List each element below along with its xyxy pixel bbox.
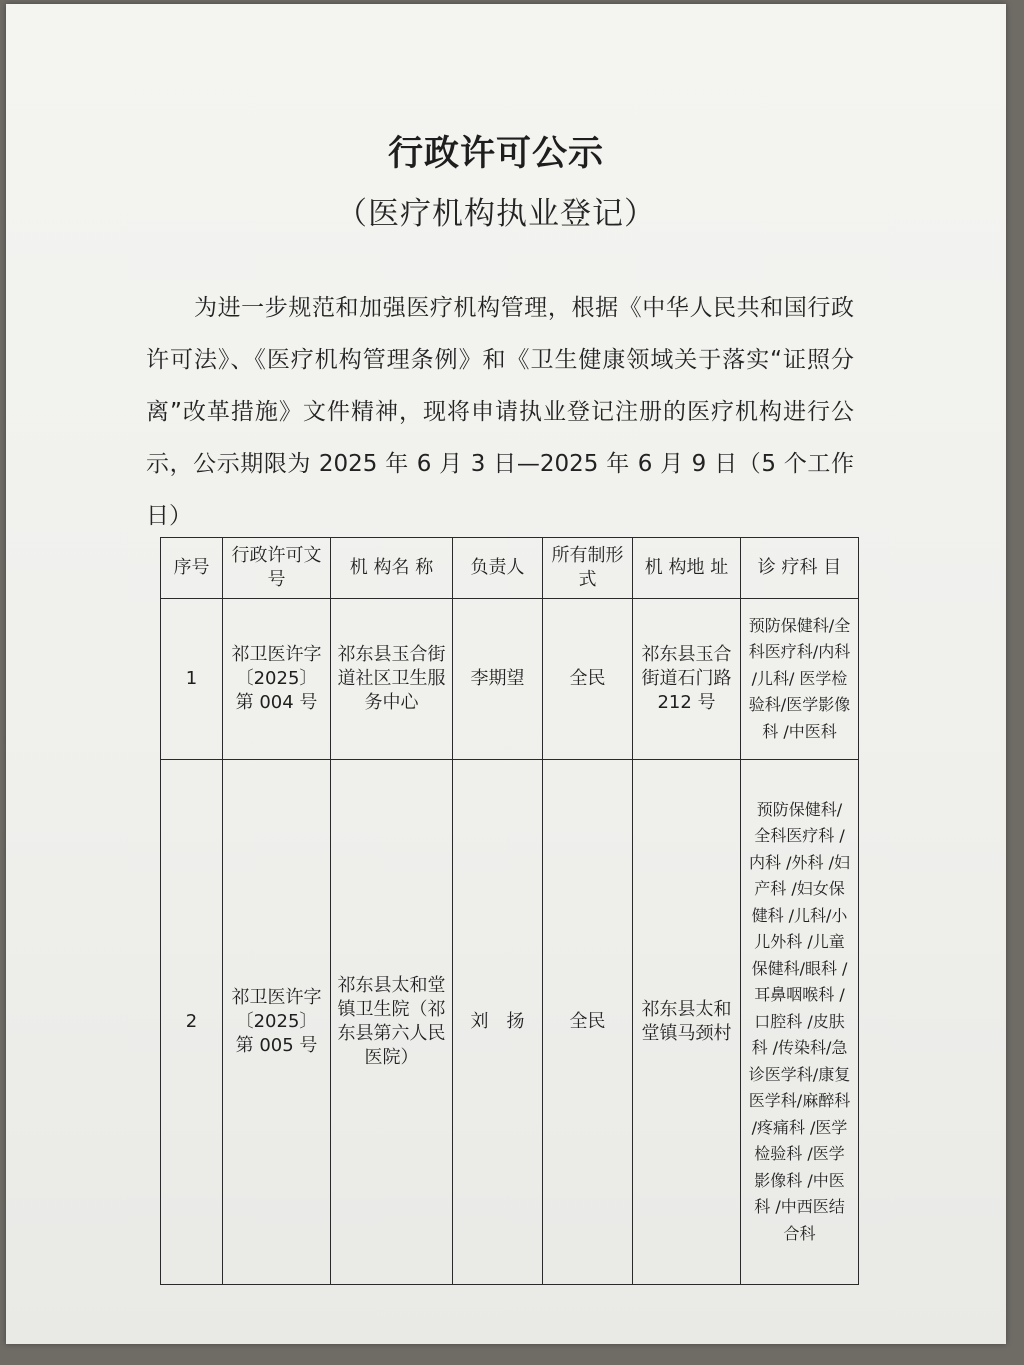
row-address: 祁东县玉合街道石门路 212 号 [633,599,741,760]
header-departments: 诊 疗科 目 [741,538,859,599]
row-departments: 预防保健科/全科医疗科/内科 /儿科/ 医学检验科/医学影像科 /中医科 [741,599,859,760]
row-ownership: 全民 [543,760,633,1285]
header-no: 序号 [161,538,223,599]
table-header-row [161,538,859,599]
page-title: 行政许可公示 [387,134,604,174]
table-row [161,599,859,760]
row-license: 祁卫医许字〔2025〕第 004 号 [223,599,331,760]
header-address: 机 构地 址 [633,538,741,599]
document-page [6,4,1006,1344]
row-person: 李期望 [453,599,543,760]
row-no: 1 [161,599,223,760]
row-no: 2 [161,760,223,1285]
row-address: 祁东县太和堂镇马颈村 [633,760,741,1285]
row-name: 祁东县玉合街道社区卫生服务中心 [331,599,453,760]
row-departments: 预防保健科/ 全科医疗科 /内科 /外科 /妇产科 /妇女保健科 /儿科/小儿外科 /儿童保健科/眼科 /耳鼻咽喉科 /口腔科 /皮肤科 /传染科/急诊医学科/康复医学科/麻醉科 /疼痛科 /医学检验科 /医学影像科 /中医科 /中西医结合科 [741,760,859,1285]
header-person: 负责人 [453,538,543,599]
row-license: 祁卫医许字〔2025〕第 005 号 [223,760,331,1285]
header-name: 机 构名 称 [331,538,453,599]
intro-paragraph: 为进一步规范和加强医疗机构管理，根据《中华人民共和国行政许可法》、《医疗机构管理条例》和《卫生健康领域关于落实“证照分离”改革措施》文件精神，现将申请执业登记注册的医疗机构进行公示，公示期限为 2025 年 6 月 3 日—2025 年 6 月 9 日（5 个工作日） [146,295,854,529]
row-person: 刘 扬 [453,760,543,1285]
table-row [161,760,859,1285]
header-ownership: 所有制形 式 [543,538,633,599]
row-name: 祁东县太和堂镇卫生院（祁东县第六人民医院） [331,760,453,1285]
header-license: 行政许可文 号 [223,538,331,599]
row-ownership: 全民 [543,599,633,760]
page-subtitle: （医疗机构执业登记） [336,196,656,232]
registration-table [160,537,859,1285]
